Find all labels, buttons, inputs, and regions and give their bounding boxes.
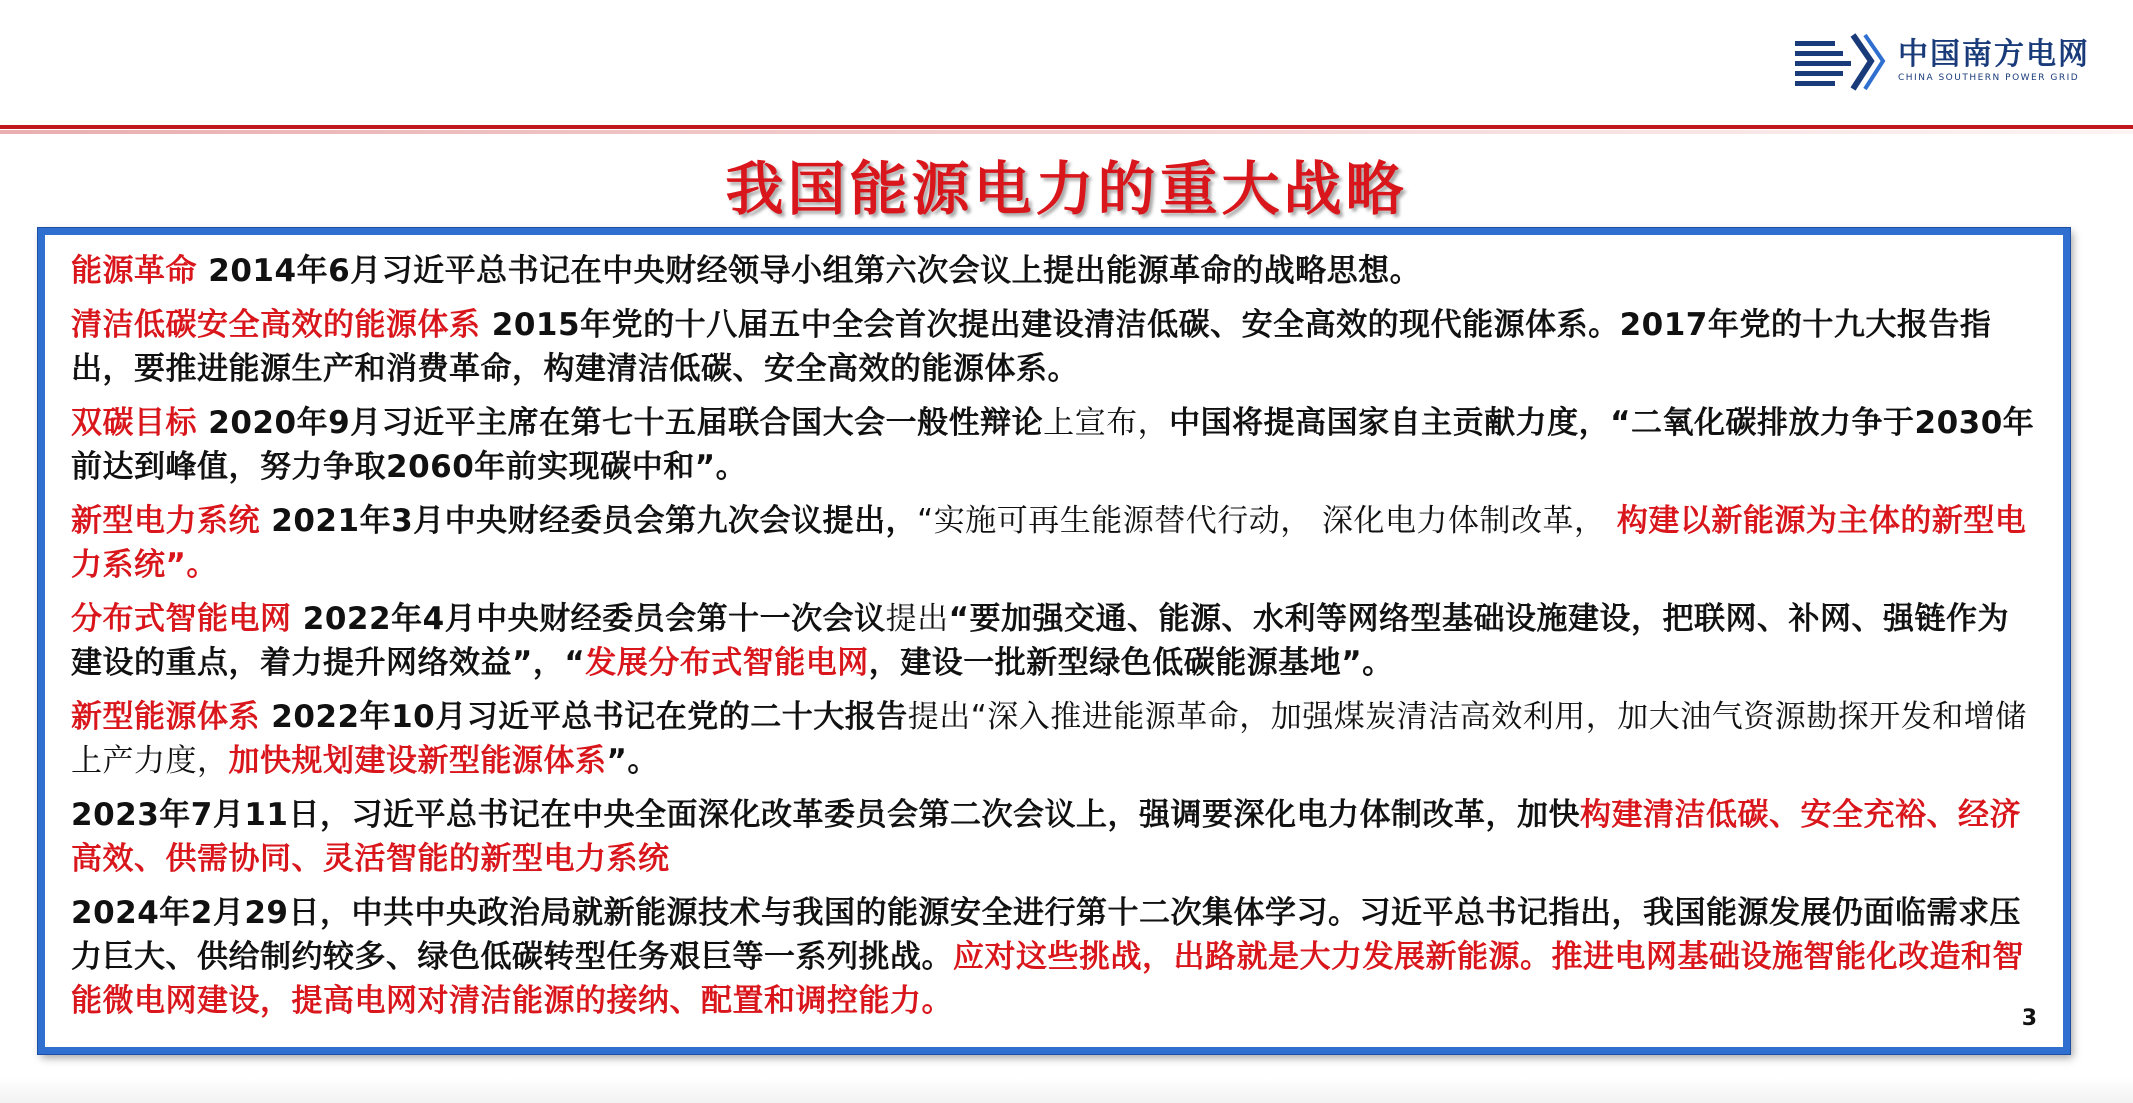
paragraph-new-energy-system — [71, 695, 2037, 783]
content-panel — [38, 228, 2070, 1054]
keyword: 分布式智能电网 — [71, 601, 292, 637]
paragraph-text: 中国将提高国家自主贡献力度，“二氧化碳排放力争于2030年前达到峰值，努力争取2060年前实现碳中和”。 — [71, 405, 2035, 485]
keyword: 清洁低碳安全高效的能源体系 — [71, 307, 481, 343]
paragraph-text: ”。 — [165, 547, 218, 583]
paragraph-2024-study — [71, 891, 2037, 1023]
company-logo — [1795, 26, 2090, 96]
header-divider — [0, 125, 2133, 129]
keyword: 双碳目标 — [71, 405, 197, 441]
footer-strip — [0, 1078, 2133, 1103]
paragraph-dual-carbon — [71, 401, 2037, 489]
paragraph-text: 2020年9月习近平主席在第七十五届联合国大会一般性辩论 — [197, 405, 1044, 441]
paragraph-text: 2022年10月习近平总书记在党的二十大报告 — [260, 699, 908, 735]
paragraph-distributed-smart-grid — [71, 597, 2037, 685]
keyword: 新型能源体系 — [71, 699, 260, 735]
paragraph-text: 提出“深入推进能源革命，加强煤炭清洁高效利用，加大油气资源勘探开发和增储上产力度， — [71, 699, 2027, 779]
logo-chinese-name: 中国南方电网 — [1898, 37, 2090, 72]
paragraph-2023-reform — [71, 793, 2037, 881]
grid-logo-icon — [1795, 31, 1890, 91]
paragraph-clean-energy-system — [71, 303, 2037, 391]
slide-title: 我国能源电力的重大战略 — [725, 155, 1408, 223]
paragraph-text: 2021年3月中央财经委员会第九次会议提出， — [260, 503, 918, 539]
paragraph-text: ”。 — [606, 743, 659, 779]
paragraph-new-power-system — [71, 499, 2037, 587]
paragraph-text: 2024年2月29日，中共中央政治局就新能源技术与我国的能源安全进行第十二次集体学习。习近平总书记指出，我国能源发展仍面临需求压力巨大、供给制约较多、绿色低碳转型任务艰巨等一系列挑战。 — [71, 895, 2021, 975]
keyword: 新型电力系统 — [71, 503, 260, 539]
highlight-text: 应对这些挑战，出路就是大力发展新能源。推进电网基础设施智能化改造和智能微电网建设，提高电网对清洁能源的接纳、配置和调控能力。 — [71, 939, 2024, 1019]
paragraph-text: “实施可再生能源替代行动， 深化电力体制改革， — [917, 503, 1606, 539]
header-divider-shadow — [0, 130, 2133, 134]
header — [0, 0, 2133, 130]
highlight-text: 构建清洁低碳、安全充裕、经济高效、供需协同、灵活智能的新型电力系统 — [71, 797, 2021, 877]
paragraph-energy-revolution — [71, 249, 2037, 293]
highlight-text: 加快规划建设新型能源体系 — [228, 743, 607, 779]
paragraph-text: 2022年4月中央财经委员会第十一次会议 — [291, 601, 886, 637]
page-number: 3 — [2021, 1006, 2037, 1031]
paragraph-text: 提出 — [885, 601, 949, 637]
paragraph-text: 2015年党的十八届五中全会首次提出建设清洁低碳、安全高效的现代能源体系。2017年党的十九大报告指出，要推进能源生产和消费革命，构建清洁低碳、安全高效的能源体系。 — [71, 307, 1992, 387]
keyword: 能源革命 — [71, 253, 197, 289]
paragraph-text: 2014年6月习近平总书记在中央财经领导小组第六次会议上提出能源革命的战略思想。 — [197, 253, 1422, 289]
paragraph-text: “要加强交通、能源、水利等网络型基础设施建设，把联网、补网、强链作为建设的重点，着力提升网络效益”，“ — [71, 601, 2010, 681]
paragraph-text: 上宣布， — [1043, 405, 1170, 441]
logo-english-name: CHINA SOUTHERN POWER GRID — [1898, 73, 2080, 83]
paragraph-text: ，建设一批新型绿色低碳能源基地”。 — [868, 645, 1394, 681]
highlight-text: 发展分布式智能电网 — [585, 645, 869, 681]
paragraph-text: 2023年7月11日，习近平总书记在中央全面深化改革委员会第二次会议上，强调要深化电力体制改革，加快 — [71, 797, 1580, 833]
highlight-text: 构建以新能源为主体的新型电力系统 — [71, 503, 2027, 583]
